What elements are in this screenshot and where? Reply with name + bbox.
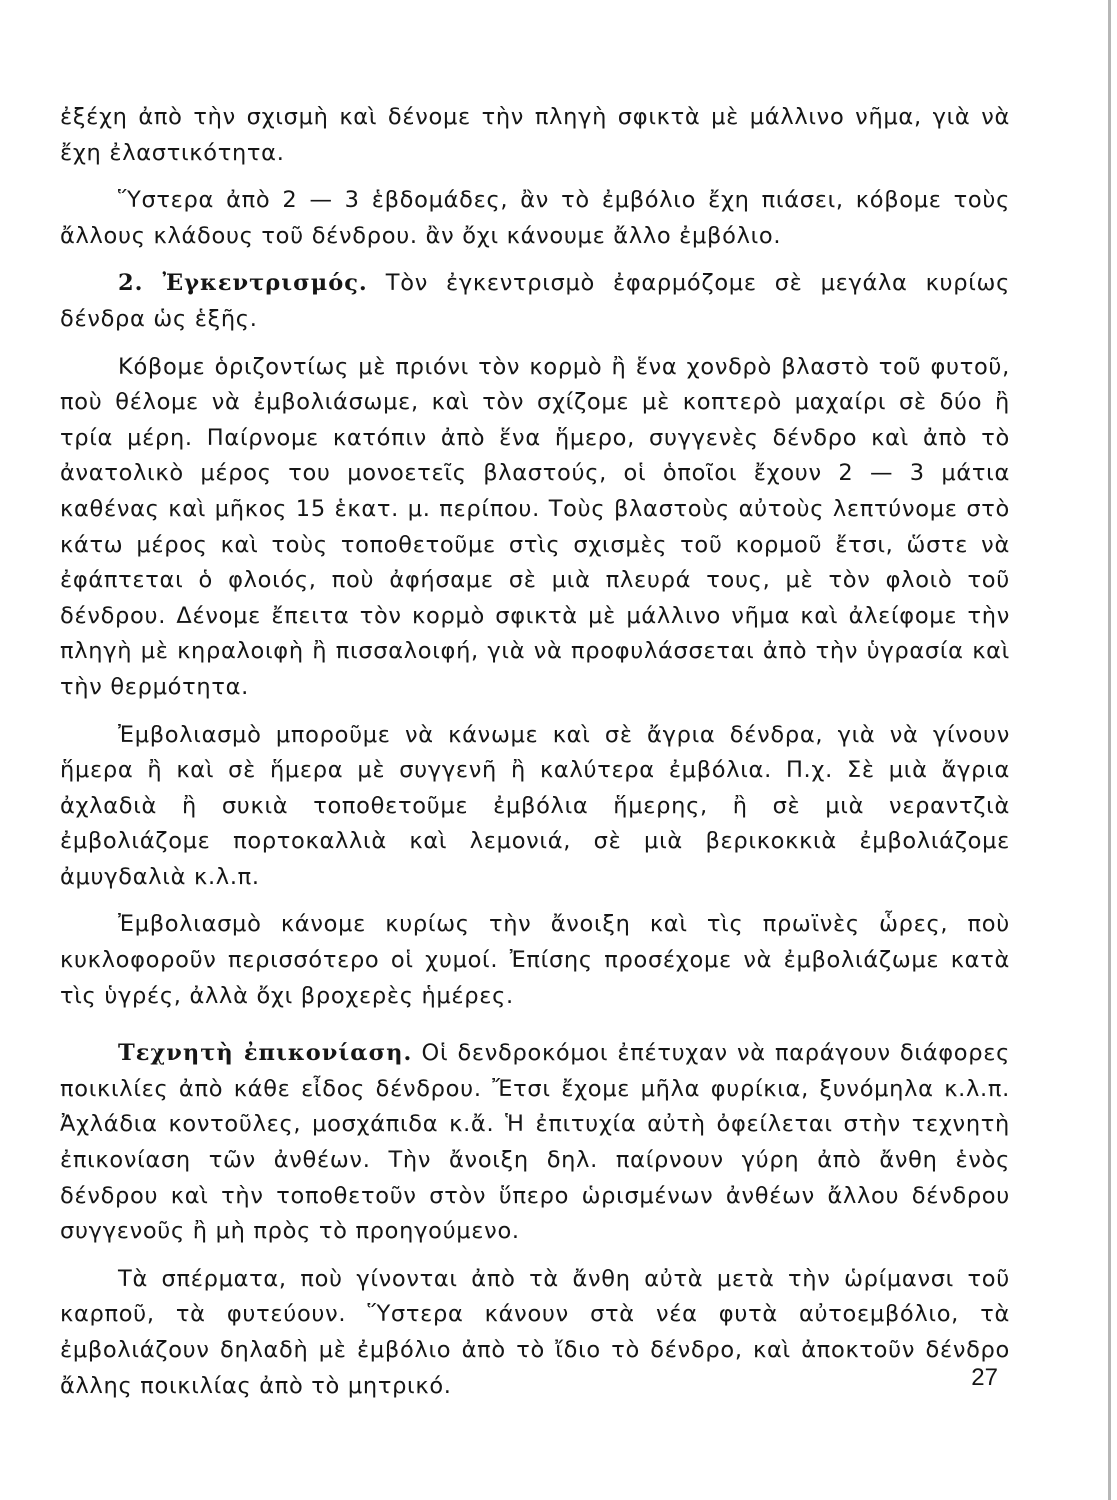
paragraph — [60, 183, 1010, 254]
paragraph — [60, 718, 1010, 896]
paragraph-text: Κόβομε ὁριζοντίως μὲ πριόνι τὸν κορμὸ ἢ ἕνα χονδρὸ βλαστὸ τοῦ φυτοῦ, ποὺ θέλομε νὰ ἐμβολιάσωμε, καὶ τὸν σχίζομε μὲ κοπτερὸ μαχαίρι σὲ δύο ἢ τρία μέρη. Παίρνομε κατόπιν ἀπὸ ἕνα ἥμερο, συγγενὲς δένδρο καὶ ἀπὸ τὸ ἀνατολικὸ μέρος του μονοετεῖς βλαστούς, οἱ ὁποῖοι ἔχουν 2 — 3 μάτια καθένας καὶ μῆκος 15 ἑκατ. μ. περίπου. Τοὺς βλαστοὺς αὐτοὺς λεπτύνομε στὸ κάτω μέρος καὶ τοὺς τοποθετοῦμε στὶς σχισμὲς τοῦ κορμοῦ ἔτσι, ὥστε νὰ ἐφάπτεται ὁ φλοιός, ποὺ ἀφήσαμε σὲ μιὰ πλευρά τους, μὲ τὸν φλοιὸ τοῦ δένδρου. Δένομε ἔπειτα τὸν κορμὸ σφικτὰ μὲ μάλλινο νῆμα καὶ ἀλείφομε τὴν πληγὴ μὲ κηραλοιφὴ ἢ πισσαλοιφή, γιὰ νὰ προφυλάσσεται ἀπὸ τὴν ὑγρασία καὶ τὴν θερμότητα. — [60, 353, 1010, 700]
page-edge-shadow — [1108, 0, 1111, 1500]
section-heading: Τεχνητὴ ἐπικονίαση. — [118, 1040, 413, 1067]
paragraph-text: Οἱ δενδροκόμοι ἐπέτυχαν νὰ παράγουν διάφορες ποικιλίες ἀπὸ κάθε εἶδος δένδρου. Ἔτσι ἔχομε μῆλα φυρίκια, ξυνόμηλα κ.λ.π. Ἀχλάδια κοντοῦλες, μοσχάπιδα κ.ἄ. Ἡ ἐπιτυχία αὐτὴ ὀφείλεται στὴν τεχνητὴ ἐπικονίαση τῶν ἀνθέων. Τὴν ἄνοιξη δηλ. παίρνουν γύρη ἀπὸ ἄνθη ἑνὸς δένδρου καὶ τὴν τοποθετοῦν στὸν ὕπερο ὡρισμένων ἀνθέων ἄλλου δένδρου συγγενοῦς ἢ μὴ πρὸς τὸ προηγούμενο. — [60, 1040, 1010, 1245]
paragraph — [60, 907, 1010, 1014]
paragraph-text: Τὰ σπέρματα, ποὺ γίνονται ἀπὸ τὰ ἄνθη αὐτὰ μετὰ τὴν ὡρίμανσι τοῦ καρποῦ, τὰ φυτεύουν. Ὕστερα κάνουν στὰ νέα φυτὰ αὐτοεμβόλιο, τὰ ἐμβολιάζουν δηλαδὴ μὲ ἐμβόλιο ἀπὸ τὸ ἴδιο τὸ δένδρο, καὶ ἀποκτοῦν δένδρο ἄλλης ποικιλίας ἀπὸ τὸ μητρικό. — [60, 1265, 1010, 1399]
paragraph-techniti-epikoniasi — [60, 1036, 1010, 1250]
paragraph-text: Ἐμβολιασμὸ κάνομε κυρίως τὴν ἄνοιξη καὶ τὶς πρωϊνὲς ὧρες, ποὺ κυκλοφοροῦν περισσότερο οἱ χυμοί. Ἐπίσης προσέχομε νὰ ἐμβολιάζωμε κατὰ τὶς ὑγρές, ἀλλὰ ὄχι βροχερὲς ἡμέρες. — [60, 911, 1010, 1009]
paragraph-egkentrismos — [60, 266, 1010, 337]
paragraph-text: Ἐμβολιασμὸ μποροῦμε νὰ κάνωμε καὶ σὲ ἄγρια δένδρα, γιὰ νὰ γίνουν ἥμερα ἢ καὶ σὲ ἥμερα μὲ συγγενῆ ἢ καλύτερα ἐμβόλια. Π.χ. Σὲ μιὰ ἄγρια ἀχλαδιὰ ἢ συκιὰ τοποθετοῦμε ἐμβόλια ἥμερης, ἢ σὲ μιὰ νεραντζιὰ ἐμβολιάζομε πορτοκαλλιὰ καὶ λεμονιά, σὲ μιὰ βερικοκκιὰ ἐμβολιάζομε ἀμυγδαλιὰ κ.λ.π. — [60, 721, 1010, 890]
body-text — [60, 100, 1010, 1404]
paragraph — [60, 1262, 1010, 1404]
paragraph — [60, 350, 1010, 706]
paragraph-text: Ὕστερα ἀπὸ 2 — 3 ἑβδομάδες, ἂν τὸ ἐμβόλιο ἔχη πιάσει, κόβομε τοὺς ἄλλους κλάδους τοῦ δένδρου. ἂν ὄχι κάνουμε ἄλλο ἐμβόλιο. — [60, 187, 1010, 249]
paragraph — [60, 100, 1010, 171]
paragraph-text: ἐξέχη ἀπὸ τὴν σχισμὴ καὶ δένομε τὴν πληγὴ σφικτὰ μὲ μάλλινο νῆμα, γιὰ νὰ ἔχη ἐλαστικότητα. — [60, 104, 1010, 166]
section-heading: 2. Ἐγκεντρισμός. — [118, 270, 368, 297]
paragraph-text: Τὸν ἐγκεντρισμὸ ἐφαρμόζομε σὲ μεγάλα κυρίως δένδρα ὡς ἑξῆς. — [60, 270, 1010, 332]
page-number: 27 — [971, 1364, 998, 1391]
